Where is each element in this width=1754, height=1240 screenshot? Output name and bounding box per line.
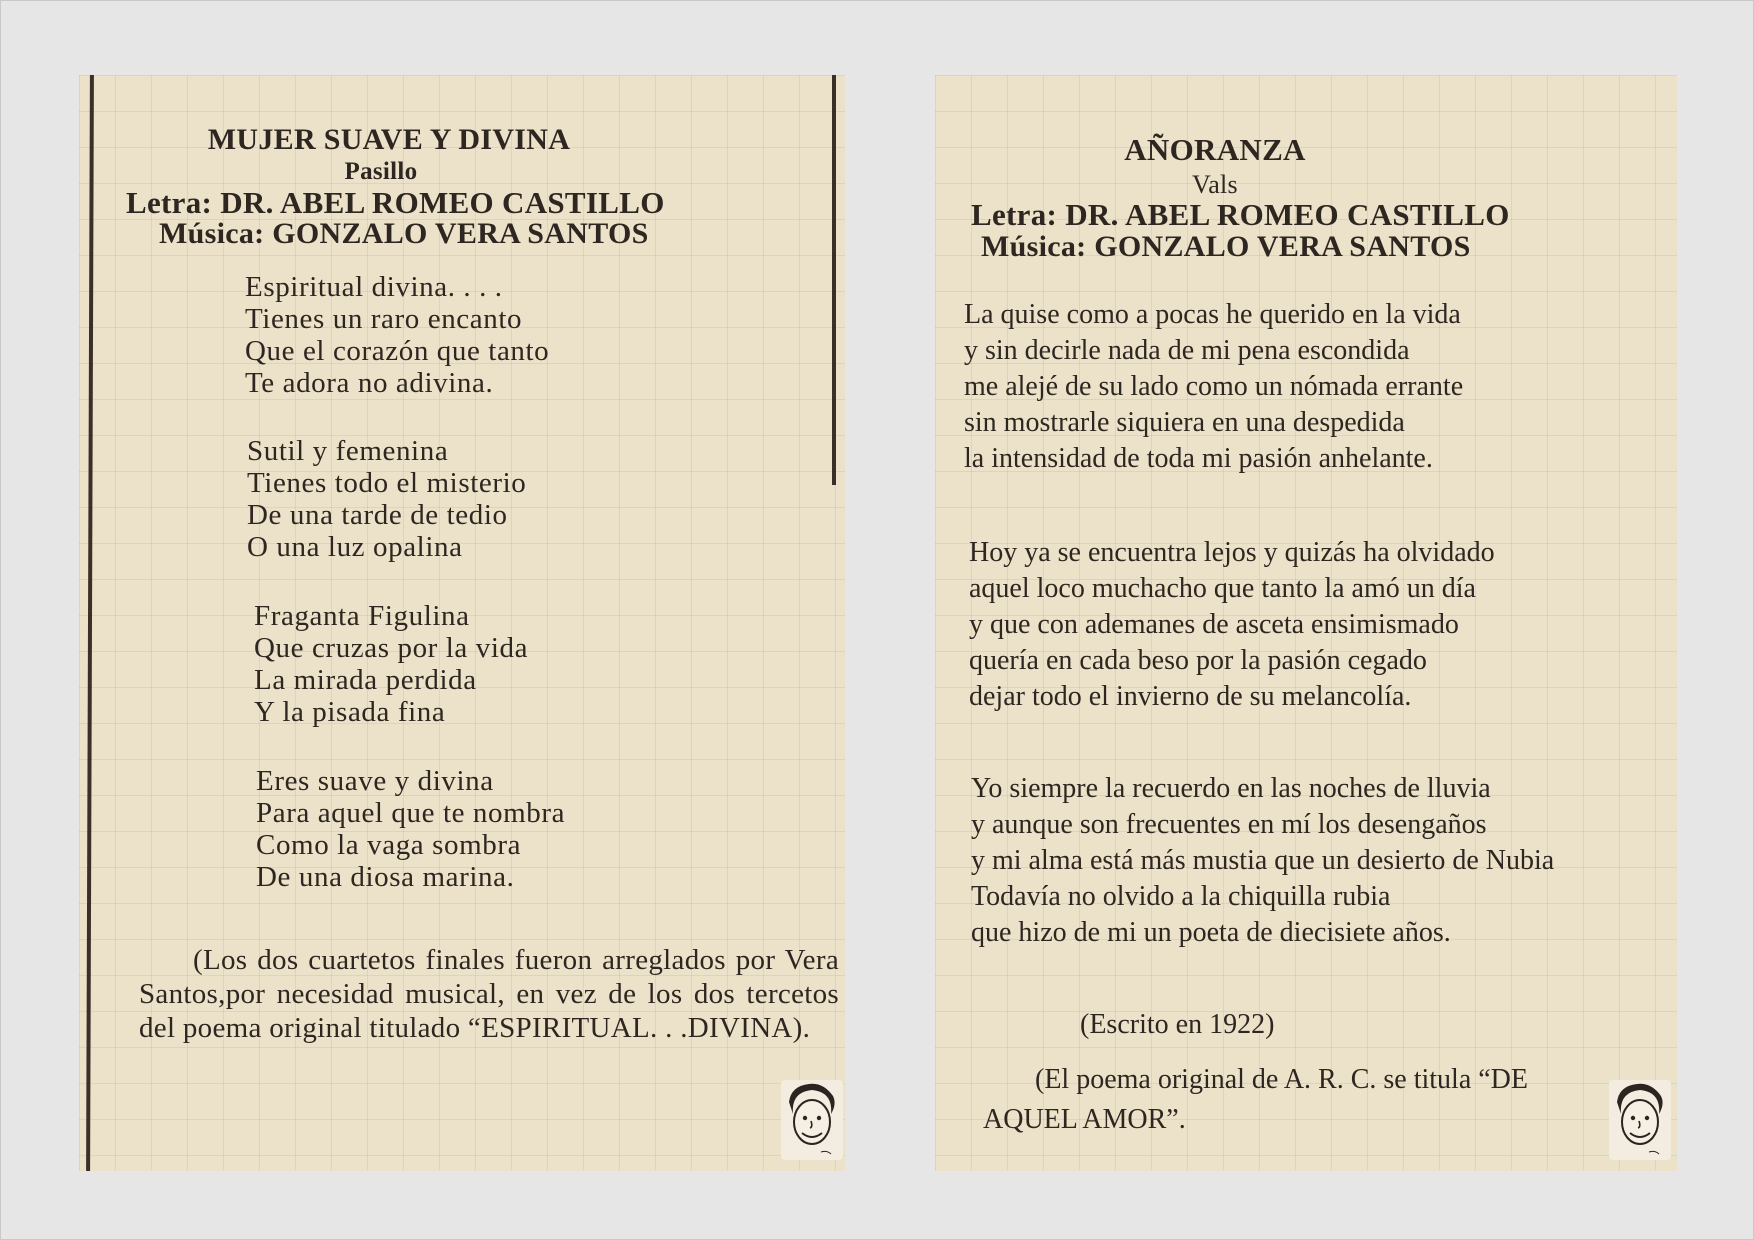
verse-line: la intensidad de toda mi pasión anhelante. xyxy=(964,443,1433,474)
verse-line: y aunque son frecuentes en mí los desengaños xyxy=(971,809,1487,840)
stanza xyxy=(247,435,526,563)
verse-line: Yo siempre la recuerdo en las noches de lluvia xyxy=(971,773,1491,804)
left-lyrics-sheet xyxy=(79,75,845,1171)
verse-line: O una luz opalina xyxy=(247,531,463,563)
verse-line: Eres suave y divina xyxy=(256,765,494,797)
verse-line: La mirada perdida xyxy=(254,664,477,696)
right-lyrics-sheet xyxy=(935,75,1677,1171)
right-margin-rule xyxy=(832,75,836,485)
verse-line: Sutil y femenina xyxy=(247,435,449,467)
stanza xyxy=(254,600,528,728)
stanza xyxy=(971,771,1554,951)
verse-line: y que con ademanes de asceta ensimismado xyxy=(969,609,1459,640)
verse-line: sin mostrarle siquiera en una despedida xyxy=(964,407,1405,438)
verse-line: Que cruzas por la vida xyxy=(254,632,529,664)
song-title: MUJER SUAVE Y DIVINA xyxy=(207,123,571,156)
verse-line: Como la vaga sombra xyxy=(256,829,522,861)
verse-line: Te adora no adivina. xyxy=(245,367,494,399)
caricature-logo-icon xyxy=(781,1080,843,1160)
lyrics-credit: Letra: DR. ABEL ROMEO CASTILLO xyxy=(971,197,1510,232)
music-credit: Música: GONZALO VERA SANTOS xyxy=(159,217,649,250)
verse-line: Tienes un raro encanto xyxy=(245,303,523,335)
arrangement-note: (Los dos cuartetos finales fueron arreglados por Vera Santos,por necesidad musical, en vez de los dos tercetos del poema original titulado “ESPIRITUAL. . .DIVINA). xyxy=(139,944,839,1044)
verse-line: Hoy ya se encuentra lejos y quizás ha olvidado xyxy=(969,537,1495,568)
verse-line: que hizo de mi un poeta de diecisiete años. xyxy=(971,917,1451,948)
verse-line: De una tarde de tedio xyxy=(247,499,508,531)
verse-line: La quise como a pocas he querido en la vida xyxy=(964,299,1461,330)
verse-line: dejar todo el invierno de su melancolía. xyxy=(969,681,1412,712)
lyrics-credit: Letra: DR. ABEL ROMEO CASTILLO xyxy=(126,185,665,220)
song-title: AÑORANZA xyxy=(1124,132,1306,167)
verse-line: Que el corazón que tanto xyxy=(245,335,550,367)
verse-line: aquel loco muchacho que tanto la amó un día xyxy=(969,573,1476,604)
written-date-note: (Escrito en 1922) xyxy=(1080,1009,1275,1040)
verse-line: Tienes todo el misterio xyxy=(247,467,527,499)
verse-line: Y la pisada fina xyxy=(254,696,446,728)
original-poem-note: (El poema original de A. R. C. se titula “DE AQUEL AMOR”. xyxy=(983,1064,1529,1135)
caricature-logo-icon xyxy=(1609,1080,1671,1160)
verse-line: quería en cada beso por la pasión cegado xyxy=(969,645,1427,676)
verse-line: De una diosa marina. xyxy=(256,861,515,893)
stanza xyxy=(256,765,565,893)
verse-line: y sin decirle nada de mi pena escondida xyxy=(964,335,1410,366)
music-credit: Música: GONZALO VERA SANTOS xyxy=(981,230,1471,263)
stanza xyxy=(245,271,549,399)
song-genre: Vals xyxy=(1192,170,1238,199)
song-genre: Pasillo xyxy=(344,158,418,185)
stanza xyxy=(969,535,1495,715)
verse-line: Fraganta Figulina xyxy=(254,600,470,632)
verse-line: Todavía no olvido a la chiquilla rubia xyxy=(971,881,1391,912)
verse-line: Para aquel que te nombra xyxy=(256,797,566,829)
stanza xyxy=(964,297,1463,477)
verse-line: Espiritual divina. . . . xyxy=(245,271,503,303)
verse-line: y mi alma está más mustia que un desierto de Nubia xyxy=(971,845,1555,876)
left-margin-rule xyxy=(86,75,94,1171)
verse-line: me alejé de su lado como un nómada errante xyxy=(964,371,1464,402)
